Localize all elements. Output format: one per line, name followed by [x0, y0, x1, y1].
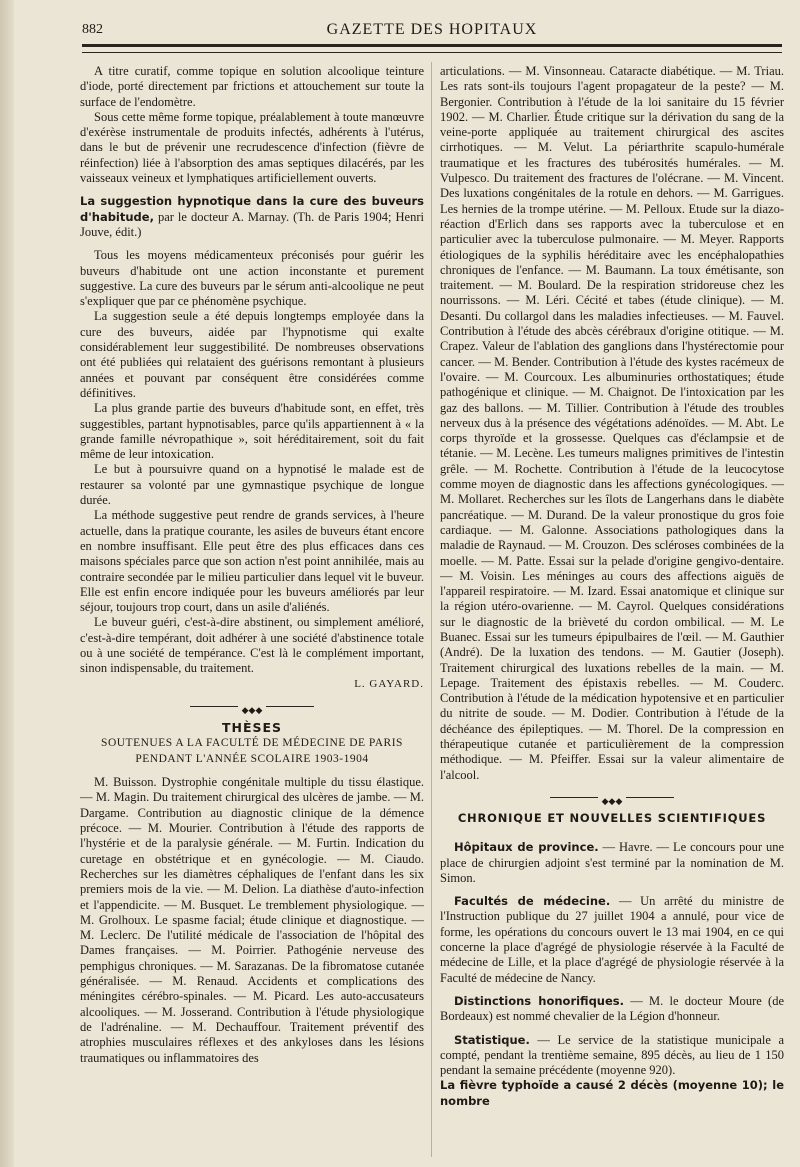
news-item	[440, 1078, 784, 1109]
paragraph: La plus grande partie des buveurs d'habitude sont, en effet, très suggestibles, partant hypnotisables, parce qu'ils appartiennent à « la grande famille névropathique », soit héréditairement, soit du fait même de leur intoxication.	[80, 401, 424, 462]
theses-subtitle-year: PENDANT L'ANNÉE SCOLAIRE 1903-1904	[135, 753, 369, 766]
paragraph: A titre curatif, comme topique en solution alcoolique teinture d'iode, porté directement par frictions et attouchement sur toute la surface de l'endomètre.	[80, 64, 424, 109]
section-ornament: ◆◆◆	[80, 702, 424, 710]
column-divider	[431, 62, 432, 1157]
paragraph: La suggestion seule a été depuis longtemps employée dans la cure des buveurs, aidée par l'hypnotisme qui exalte considérablement leur suggestibilité. De nombreuses observations ont été publiées qui relataient des guérisons remontant à plusieurs années et pouvant par conséquent être considérées comme définitives.	[80, 309, 424, 400]
news-text: — Havre. — Le concours pour une place de chirurgien adjoint s'est terminé par la nomination de M. Simon.	[440, 840, 784, 885]
chronicle-title: CHRONIQUE ET NOUVELLES SCIENTIFIQUES	[457, 810, 767, 825]
right-column	[440, 64, 784, 1154]
news-item	[440, 994, 784, 1025]
news-label: Statistique.	[454, 1032, 530, 1047]
paragraph: La méthode suggestive peut rendre de grands services, à l'heure actuelle, dans la pratique courante, les asiles de buveurs étant encore en nombre insuffisant. Elle peut être des plus efficaces dans ces maisons spéciales parce que son action n'est point annihilée, mais au contraire secondée par le milieu particulier dans lequel vit le buveur. Elle est enfin encore indiquée pour les buveurs améliorés par leur séjour, toujours trop court, dans un asile d'aliénés.	[80, 508, 424, 615]
news-label: Facultés de médecine.	[454, 894, 611, 909]
news-label: Distinctions honorifiques.	[454, 993, 625, 1008]
author-signature: L. GAYARD.	[354, 677, 424, 690]
section-ornament: ◆◆◆	[440, 793, 784, 801]
page-header	[82, 22, 782, 46]
review-title: La suggestion hypnotique dans la cure des buveurs d'habitude,	[80, 194, 424, 224]
news-text: — Un arrêté du ministre de l'Instruction publique du 27 juillet 1904 a annulé, pour vice de forme, les opérations du concours ouvert le 13 mai 1904, en ce qui concerne la place d'agrégé de physiologie réservée à la Faculté de médecine de Lille, et la place d'agrégé de physiologie réservée à la Faculté de médecine de Nancy.	[440, 894, 784, 985]
news-label: Hôpitaux de province.	[454, 840, 599, 855]
theses-list-continued: articulations. — M. Vinsonneau. Cataracte diabétique. — M. Triau. Les rats sont-ils toujours l'agent propagateur de la peste? — M. Bergonier. Contribution à l'étude de la loi sanitaire du 15 février 1902. — M. Charlier. Étude critique sur la dérivation du sang de la veine-porte appliquée au traitement chirurgical des ascites cirrhotiques. — M. Velut. La périarthrite scapulo-humérale traumatique et les fractures des tubérosités humérales. — M. Vulpesco. Du traitement des fractures de l'olécrane. — M. Vincent. Des luxations congénitales de la rotule en dehors. — M. Garrigues. Les hernies de la trompe utérine. — M. Pelloux. Etude sur la diazo-réaction d'Erlich dans ses rapports avec la tuberculose et en particulier avec la tuberculose pulmonaire. — M. Meyer. Rapports étiologiques de la syphilis héréditaire avec les encéphalopathies chroniques de l'enfance. — M. Baumann. La toux émétisante, son traitement. — M. Boulard. De la respiration stridoreuse chez les nourrissons. — M. Léri. Cécité et tabes (étude clinique). — M. Desanti. Du collargol dans les maladies infectieuses. — M. Fauvel. Contribution à l'étude des abcès cérébraux d'origine otitique. — M. Crapez. Valeur de l'ablation des ganglions dans l'hystérectomie pour cancer. — M. Bender. Contribution à l'étude des kystes racémeux de l'ovaire. — M. Courcoux. Les albuminuries orthostatiques; étude pathogénique et clinique. — M. Chaignot. De l'intoxication par les gaz des ballons. — M. Tillier. Contribution à l'étude des troubles nerveux dus à la présence des végétations adénoïdes. — M. Abt. Le corps thyroïde et la grossesse. Quelques cas d'éclampsie et de tétanie. — M. Lecène. Les tumeurs malignes primitives de l'intestin grêle. — M. Rochette. Contribution à l'étude de la leucocytose comme moyen de diagnostic dans les affections gynécologiques. — M. Mollaret. Recherches sur les îlots de Langerhans dans le diabète pancréatique. — M. Durand. De la valeur pronostique du gros foie cardiaque. — M. Galonne. Associations pathologiques dans la maladie de Raynaud. — M. Crouzon. Des scléroses combinées de la moelle. — M. Patte. Essai sur la pelade d'origine gengivo-dentaire. — M. Voisin. Les méninges au cours des affections aiguës de l'appareil respiratoire. — M. Izard. Essai anatomique et clinique sur la région utéro-ovarienne. — M. Cayrol. Quelques considérations sur le diagnostic de la brièveté du cordon ombilical. — M. Le Buanec. Essai sur les tumeurs épipulbaires de l'œil. — M. Gauthier (André). De la luxation des tendons. — M. Gautier (Joseph). Traitement chirurgical des luxations rebelles de la main. — M. Lepage. Traitement des épistaxis rebelles. — M. Couderc. Contribution à l'étude de la médication hypotensive et en particulier du nitrite de soude. — M. Dodier. Contribution à l'étude de la déchéance des épileptiques. — M. Thorel. De la compression en thérapeutique cutanée et particulièrement de la compression méthodique. — M. Pfeiffer. Essai sur la valeur alimentaire de l'alcool.	[440, 64, 784, 782]
theses-list: M. Buisson. Dystrophie congénitale multiple du tissu élastique. — M. Magin. Du traitement chirurgical des ulcères de jambe. — M. Dargame. Contribution au diagnostic clinique de la démence précoce. — M. Mourier. Contribution à l'étude des rapports de l'hystérie et de la paralysie générale. — M. Furtin. Indication du curetage en obstétrique et en gynécologie. — M. Ciaudo. Recherches sur les diamètres céphaliques de l'enfant dans les six premiers mois de la vie. — M. Delion. La diathèse d'auto-infection et l'appendicite. — M. Busquet. Le tremblement physiologique. — M. Grolhoux. Le spasme facial; étude clinique et diagnostique. — M. Leclerc. De l'utilité médicale de l'association de l'hôpital des Dames françaises. — M. Poirrier. Pathogénie nerveuse des pemphigus chroniques. — M. Sarazanas. De la fibromatose cutanée généralisée. — M. Renaud. Accidents et complications des méningites cérébro-spinales. — M. Picard. Les auto-accusateurs alcooliques. — M. Josserand. Contribution à l'étude physiologique de l'adrénaline. — M. Dechauffour. Traitement préventif des atrophies musculaires réflexes et des ankyloses dans les lésions traumatiques ou inflammatoires des	[80, 775, 424, 1065]
news-item	[440, 840, 784, 886]
header-rule	[82, 44, 782, 53]
news-item	[440, 894, 784, 986]
paragraph: Sous cette même forme topique, préalablement à toute manœuvre d'exérèse instrumentale de produits infectés, adhérents à l'utérus, dans le but de prévenir une recrudescence d'infection (fièvre de réinfection) liée à l'absorption des amas septiques dilacérés, par les vaisseaux veineux et lymphatiques artificiellement ouverts.	[80, 109, 424, 186]
paragraph: Le but à poursuivre quand on a hypnotisé le malade est de restaurer sa volonté par une gymnastique psychique de longue durée.	[80, 462, 424, 508]
paragraph: Le buveur guéri, c'est-à-dire abstinent, ou simplement amélioré, c'est-à-dire tempérant, doit adhérer à une société d'abstinence totale ou à une société de tempérance. C'est là le complément important, sinon indispensable, du traitement.	[80, 615, 424, 676]
theses-subtitle: SOUTENUES A LA FACULTÉ DE MÉDECINE DE PARIS	[101, 737, 403, 750]
news-text-bold: La fièvre typhoïde a causé 2 décès (moyenne 10); le nombre	[440, 1078, 784, 1108]
review-heading	[80, 194, 424, 240]
paragraph: Tous les moyens médicamenteux préconisés pour guérir les buveurs d'habitude ont une action inconstante et purement suggestive. La cure des buveurs par le sérum anti-alcoolique ne peut s'expliquer que par ce phénomène psychique.	[80, 248, 424, 309]
page-number: 882	[82, 22, 103, 37]
theses-title: THÈSES	[221, 719, 283, 735]
review-reference: par le docteur A. Marnay. (Th. de Paris 1904; Henri Jouve, édit.)	[80, 209, 424, 239]
news-item	[440, 1033, 784, 1079]
journal-title: GAZETTE DES HOPITAUX	[326, 21, 538, 38]
page-binding-edge	[0, 0, 14, 1167]
news-text: — Le service de la statistique municipale a compté, pendant la trentième semaine, 895 décès, au lieu de 1 150 pendant la semaine précédente (moyenne 920).	[440, 1032, 784, 1078]
left-column	[80, 64, 424, 1154]
news-text: — M. le docteur Moure (de Bordeaux) est nommé chevalier de la Légion d'honneur.	[440, 993, 784, 1024]
